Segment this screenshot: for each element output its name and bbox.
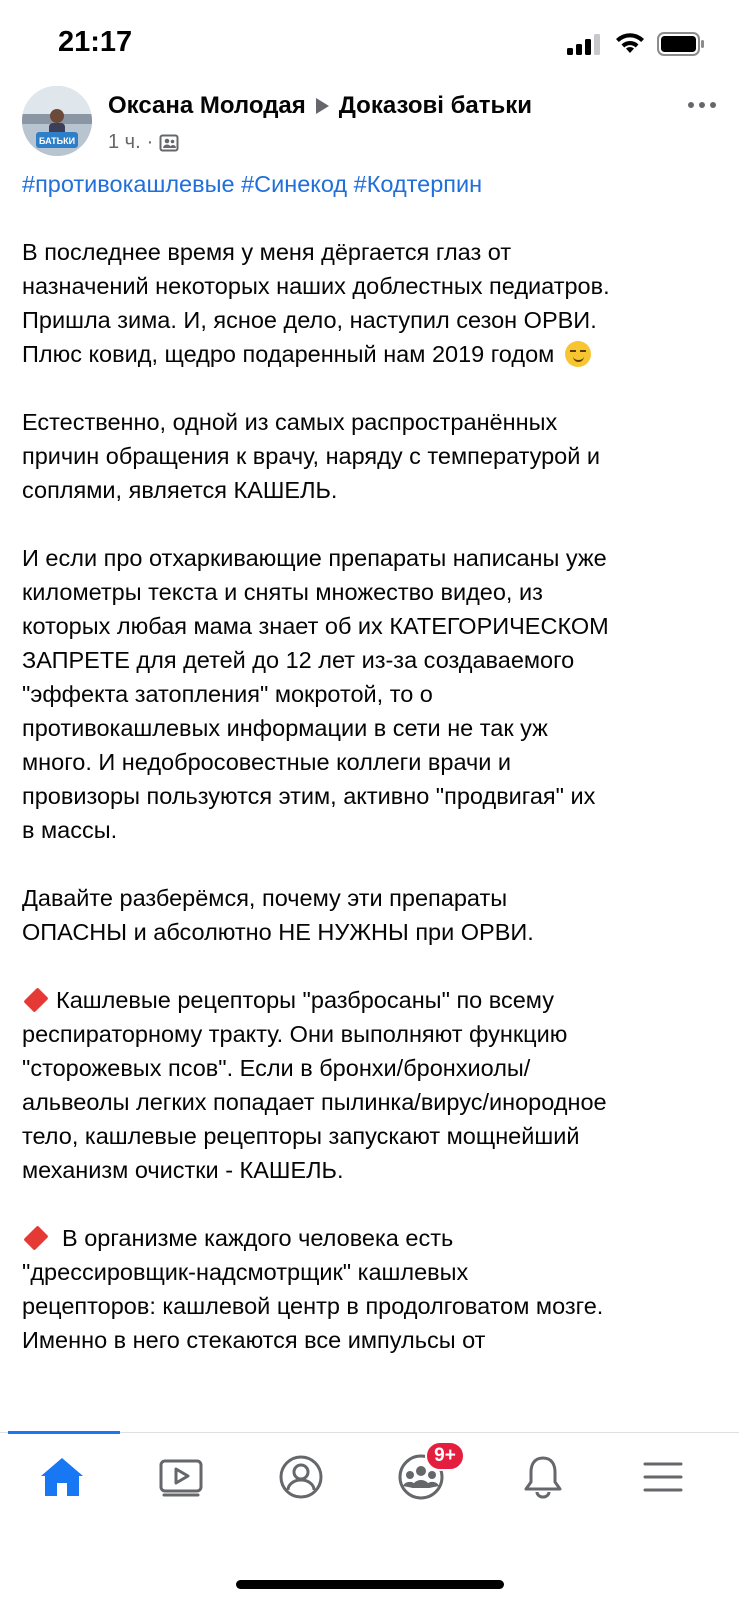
text-line: Именно в него стекаются все импульсы от <box>22 1327 486 1353</box>
red-diamond-icon <box>23 987 48 1012</box>
right-triangle-icon <box>316 98 329 114</box>
status-time: 21:17 <box>58 26 133 58</box>
text-line: много. И недобросовестные коллеги врачи и <box>22 749 512 775</box>
avatar-image <box>22 86 92 156</box>
notification-badge: 9+ <box>425 1441 465 1471</box>
hamburger-menu-icon <box>643 1459 683 1495</box>
home-indicator[interactable] <box>236 1580 504 1589</box>
text-line: ЗАПРЕТЕ для детей до 12 лет из-за создаваемого <box>22 647 575 673</box>
text-line: Плюс ковид, щедро подаренный нам 2019 годом <box>22 341 555 367</box>
text-line: которых любая мама знает об их КАТЕГОРИЧЕСКОМ <box>22 613 609 639</box>
home-icon <box>39 1456 85 1498</box>
text-line: в массы. <box>22 817 118 843</box>
text-line: В организме каждого человека есть <box>62 1225 454 1251</box>
text-line: "эффекта затопления" мокротой, то о <box>22 681 433 707</box>
dot-icon <box>699 102 705 108</box>
hashtag-link[interactable]: #Синекод <box>241 171 348 197</box>
text-line-with-bullet <box>22 1221 722 1255</box>
text-line: причин обращения к врачу, наряду с температурой и <box>22 443 601 469</box>
dot-icon <box>710 102 716 108</box>
bottom-nav <box>0 1432 739 1601</box>
nav-menu[interactable] <box>633 1447 693 1507</box>
paragraph <box>22 983 722 1187</box>
dot-icon <box>688 102 694 108</box>
content-fade <box>0 1406 739 1434</box>
nav-watch[interactable] <box>151 1447 211 1507</box>
author-line <box>108 92 532 120</box>
smirk-emoji-icon <box>565 341 591 367</box>
text-line: рецепторов: кашлевой центр в продолговатом мозге. <box>22 1293 604 1319</box>
group-name[interactable]: Доказові батьки <box>338 92 533 119</box>
status-bar <box>0 0 739 92</box>
nav-profile[interactable] <box>271 1447 331 1507</box>
text-line: Естественно, одной из самых распространённых <box>22 409 558 435</box>
paragraph <box>22 541 722 847</box>
meta-separator: · <box>146 131 154 153</box>
text-line: провизоры пользуются этим, активно "продвигая" их <box>22 783 596 809</box>
paragraph <box>22 235 722 371</box>
cellular-signal-icon <box>567 33 603 55</box>
text-line: тело, кашлевые рецепторы запускают мощнейший <box>22 1123 580 1149</box>
text-line: "сторожевых псов". Если в бронхи/бронхиолы/ <box>22 1055 531 1081</box>
nav-groups[interactable] <box>391 1445 456 1507</box>
nav-notifications[interactable] <box>513 1447 573 1507</box>
text-line: Давайте разберёмся, почему эти препараты <box>22 885 508 911</box>
text-line: километры текста и сняты множество видео, из <box>22 579 543 605</box>
avatar[interactable] <box>22 86 92 156</box>
video-icon <box>158 1457 204 1497</box>
post-meta <box>108 131 179 154</box>
post-body <box>22 167 722 1357</box>
author-name[interactable]: Оксана Молодая <box>108 92 306 119</box>
hashtag-link[interactable]: #Кодтерпин <box>353 171 483 197</box>
hashtags <box>22 167 722 201</box>
active-tab-indicator <box>8 1431 120 1434</box>
group-audience-icon <box>159 133 179 153</box>
text-line: альвеолы легких попадает пылинка/вирус/инородное <box>22 1089 607 1115</box>
paragraph <box>22 405 722 507</box>
text-line: Кашлевые рецепторы "разбросаны" по всему <box>56 987 554 1013</box>
text-line: В последнее время у меня дёргается глаз от <box>22 239 512 265</box>
post-time[interactable]: 1 ч. <box>108 131 141 153</box>
text-line: респираторному тракту. Они выполняют функцию <box>22 1021 568 1047</box>
text-line: противокашлевых информации в сети не так уж <box>22 715 548 741</box>
text-line-with-bullet <box>22 983 722 1017</box>
text-line: механизм очистки - КАШЕЛЬ. <box>22 1157 344 1183</box>
text-line: "дрессировщик-надсмотрщик" кашлевых <box>22 1259 469 1285</box>
avatar-label: БАТЬКИ <box>38 136 76 146</box>
text-line: соплями, является КАШЕЛЬ. <box>22 477 338 503</box>
profile-icon <box>278 1454 324 1500</box>
post-header <box>22 86 722 162</box>
more-options-button[interactable] <box>682 90 722 120</box>
red-diamond-icon <box>23 1225 48 1250</box>
text-line: Пришла зима. И, ясное дело, наступил сезон ОРВИ. <box>22 307 597 333</box>
paragraph <box>22 1221 722 1357</box>
battery-icon <box>657 32 705 56</box>
text-line: назначений некоторых наших доблестных педиатров. <box>22 273 610 299</box>
paragraph <box>22 881 722 949</box>
text-line: И если про отхаркивающие препараты написаны уже <box>22 545 607 571</box>
text-line: ОПАСНЫ и абсолютно НЕ НУЖНЫ при ОРВИ. <box>22 919 534 945</box>
nav-home[interactable] <box>32 1447 92 1507</box>
hashtag-link[interactable]: #противокашлевые <box>22 171 235 197</box>
status-icons <box>567 32 705 56</box>
wifi-icon <box>615 33 645 55</box>
text-line-with-emoji <box>22 337 722 371</box>
bell-icon <box>522 1454 564 1500</box>
